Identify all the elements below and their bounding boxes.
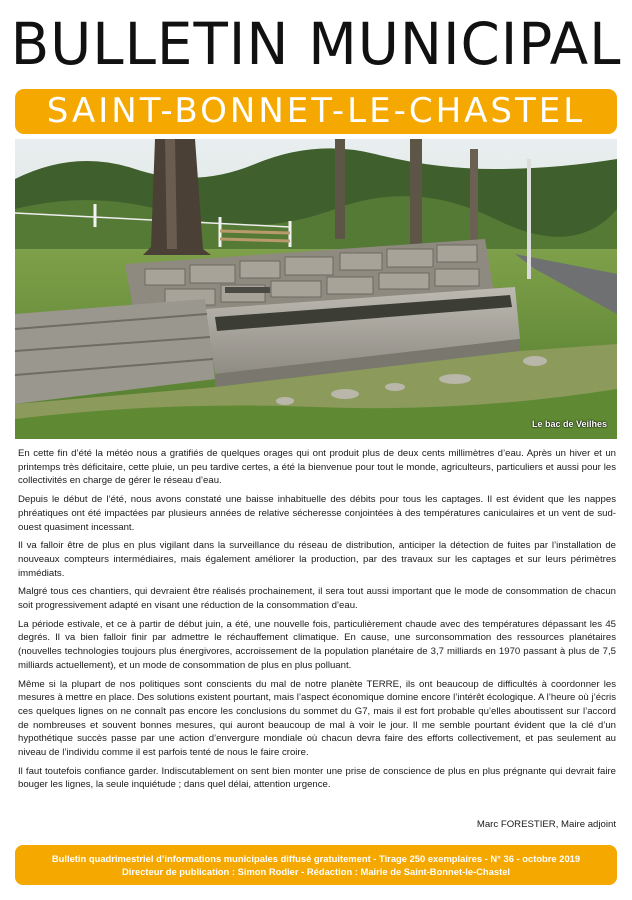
paragraph: Depuis le début de l’été, nous avons constaté une baisse inhabituelle des débits pour tous les captages. Il est évident que les nappes phréatiques ont été impactées par plusieurs années de relative sécheresse conjointées à des températures caniculaires et un vent de sud-ouest quasiment incessant. bbox=[18, 494, 616, 533]
town-name-banner: SAINT-BONNET-LE-CHASTEL bbox=[15, 89, 617, 134]
paragraph: Même si la plupart de nos politiques sont conscients du mal de notre planète TERRE, ils ont beaucoup de difficultés à coordonner les mesures à mettre en place. Des solutions existent pourtant, mais l’aspect économique domine encore l’intérêt écologique. A l’heure où j’écris ces quelques lignes on ne connaît pas encore les conclusions du sommet du G7, mais il est fort probable qu’elles aboutissent sur l’accord de nombreuses et souvent bonnes mesures, qui auront beaucoup de mal à voir le jour. Il me semble pourtant évident que la clé d’un hypothétique succès passe par une action d’envergure mondiale où chacun devra faire des efforts collectivement, et pas seulement au niveau de l’individu comme il est parfois tenté de nous le faire croire. bbox=[18, 678, 616, 759]
fountain-trough-illustration bbox=[15, 139, 617, 439]
cover-photo bbox=[15, 139, 617, 439]
author-signature: Marc FORESTIER, Maire adjoint bbox=[476, 819, 616, 830]
paragraph: En cette fin d’été la météo nous a gratifiés de quelques orages qui ont produit plus de deux cents millimètres d’eau. Après un hiver et un printemps très déficitaire, cette pluie, un peu tardive certes, a été la bienvenue pour tout le monde, agriculteurs, particuliers et aussi pour les collectivités en charge de gérer le réseau d’eau. bbox=[18, 448, 616, 487]
footer-line-credits: Directeur de publication : Simon Rodier - Rédaction : Mairie de Saint-Bonnet-le-Chastel bbox=[121, 866, 511, 877]
publication-footer bbox=[15, 845, 617, 885]
footer-line-publication-info: Bulletin quadrimestriel d’informations municipales diffusé gratuitement - Tirage 250 exemplaires - N° 36 - octobre 2019 bbox=[51, 853, 581, 864]
paragraph: Il faut toutefois confiance garder. Indiscutablement on sent bien monter une prise de conscience de plus en plus prégnante qui devrait faire bouger les lignes, la seule inquiétude ; dans quel délai, attention urgence. bbox=[18, 765, 616, 791]
article-body bbox=[18, 447, 616, 797]
paragraph: Malgré tous ces chantiers, qui devraient être réalisés prochainement, il sera tout aussi important que le mode de consommation de chacun soit progressivement adapté en visant une réduction de la consommation d’eau. bbox=[18, 586, 616, 612]
paragraph: La période estivale, et ce à partir de début juin, a été, une nouvelle fois, particulièrement chaude avec des températures dépassant les 45 degrés. Il va bien falloir finir par admettre le réchauffement climatique. En cause, une surconsommation des ressources planétaires (nouvelles technologies toujours plus énergivores, accroissement de la population planétaire de 3,7 milliards en 1970 passant à plus de 7,5 milliards actuellement), et un mode de consommation de plus en plus polluant. bbox=[18, 618, 616, 671]
bulletin-title: BULLETIN MUNICIPAL bbox=[10, 10, 622, 78]
photo-caption: Le bac de Veilhes bbox=[531, 419, 607, 429]
paragraph: Il va falloir être de plus en plus vigilant dans la surveillance du réseau de distribution, anticiper la détection de fuites par l’installation de nouveaux compteurs intermédiaires, mais également améliorer la production, par des travaux sur les captages et sur leurs périmètres immédiats. bbox=[18, 540, 616, 579]
